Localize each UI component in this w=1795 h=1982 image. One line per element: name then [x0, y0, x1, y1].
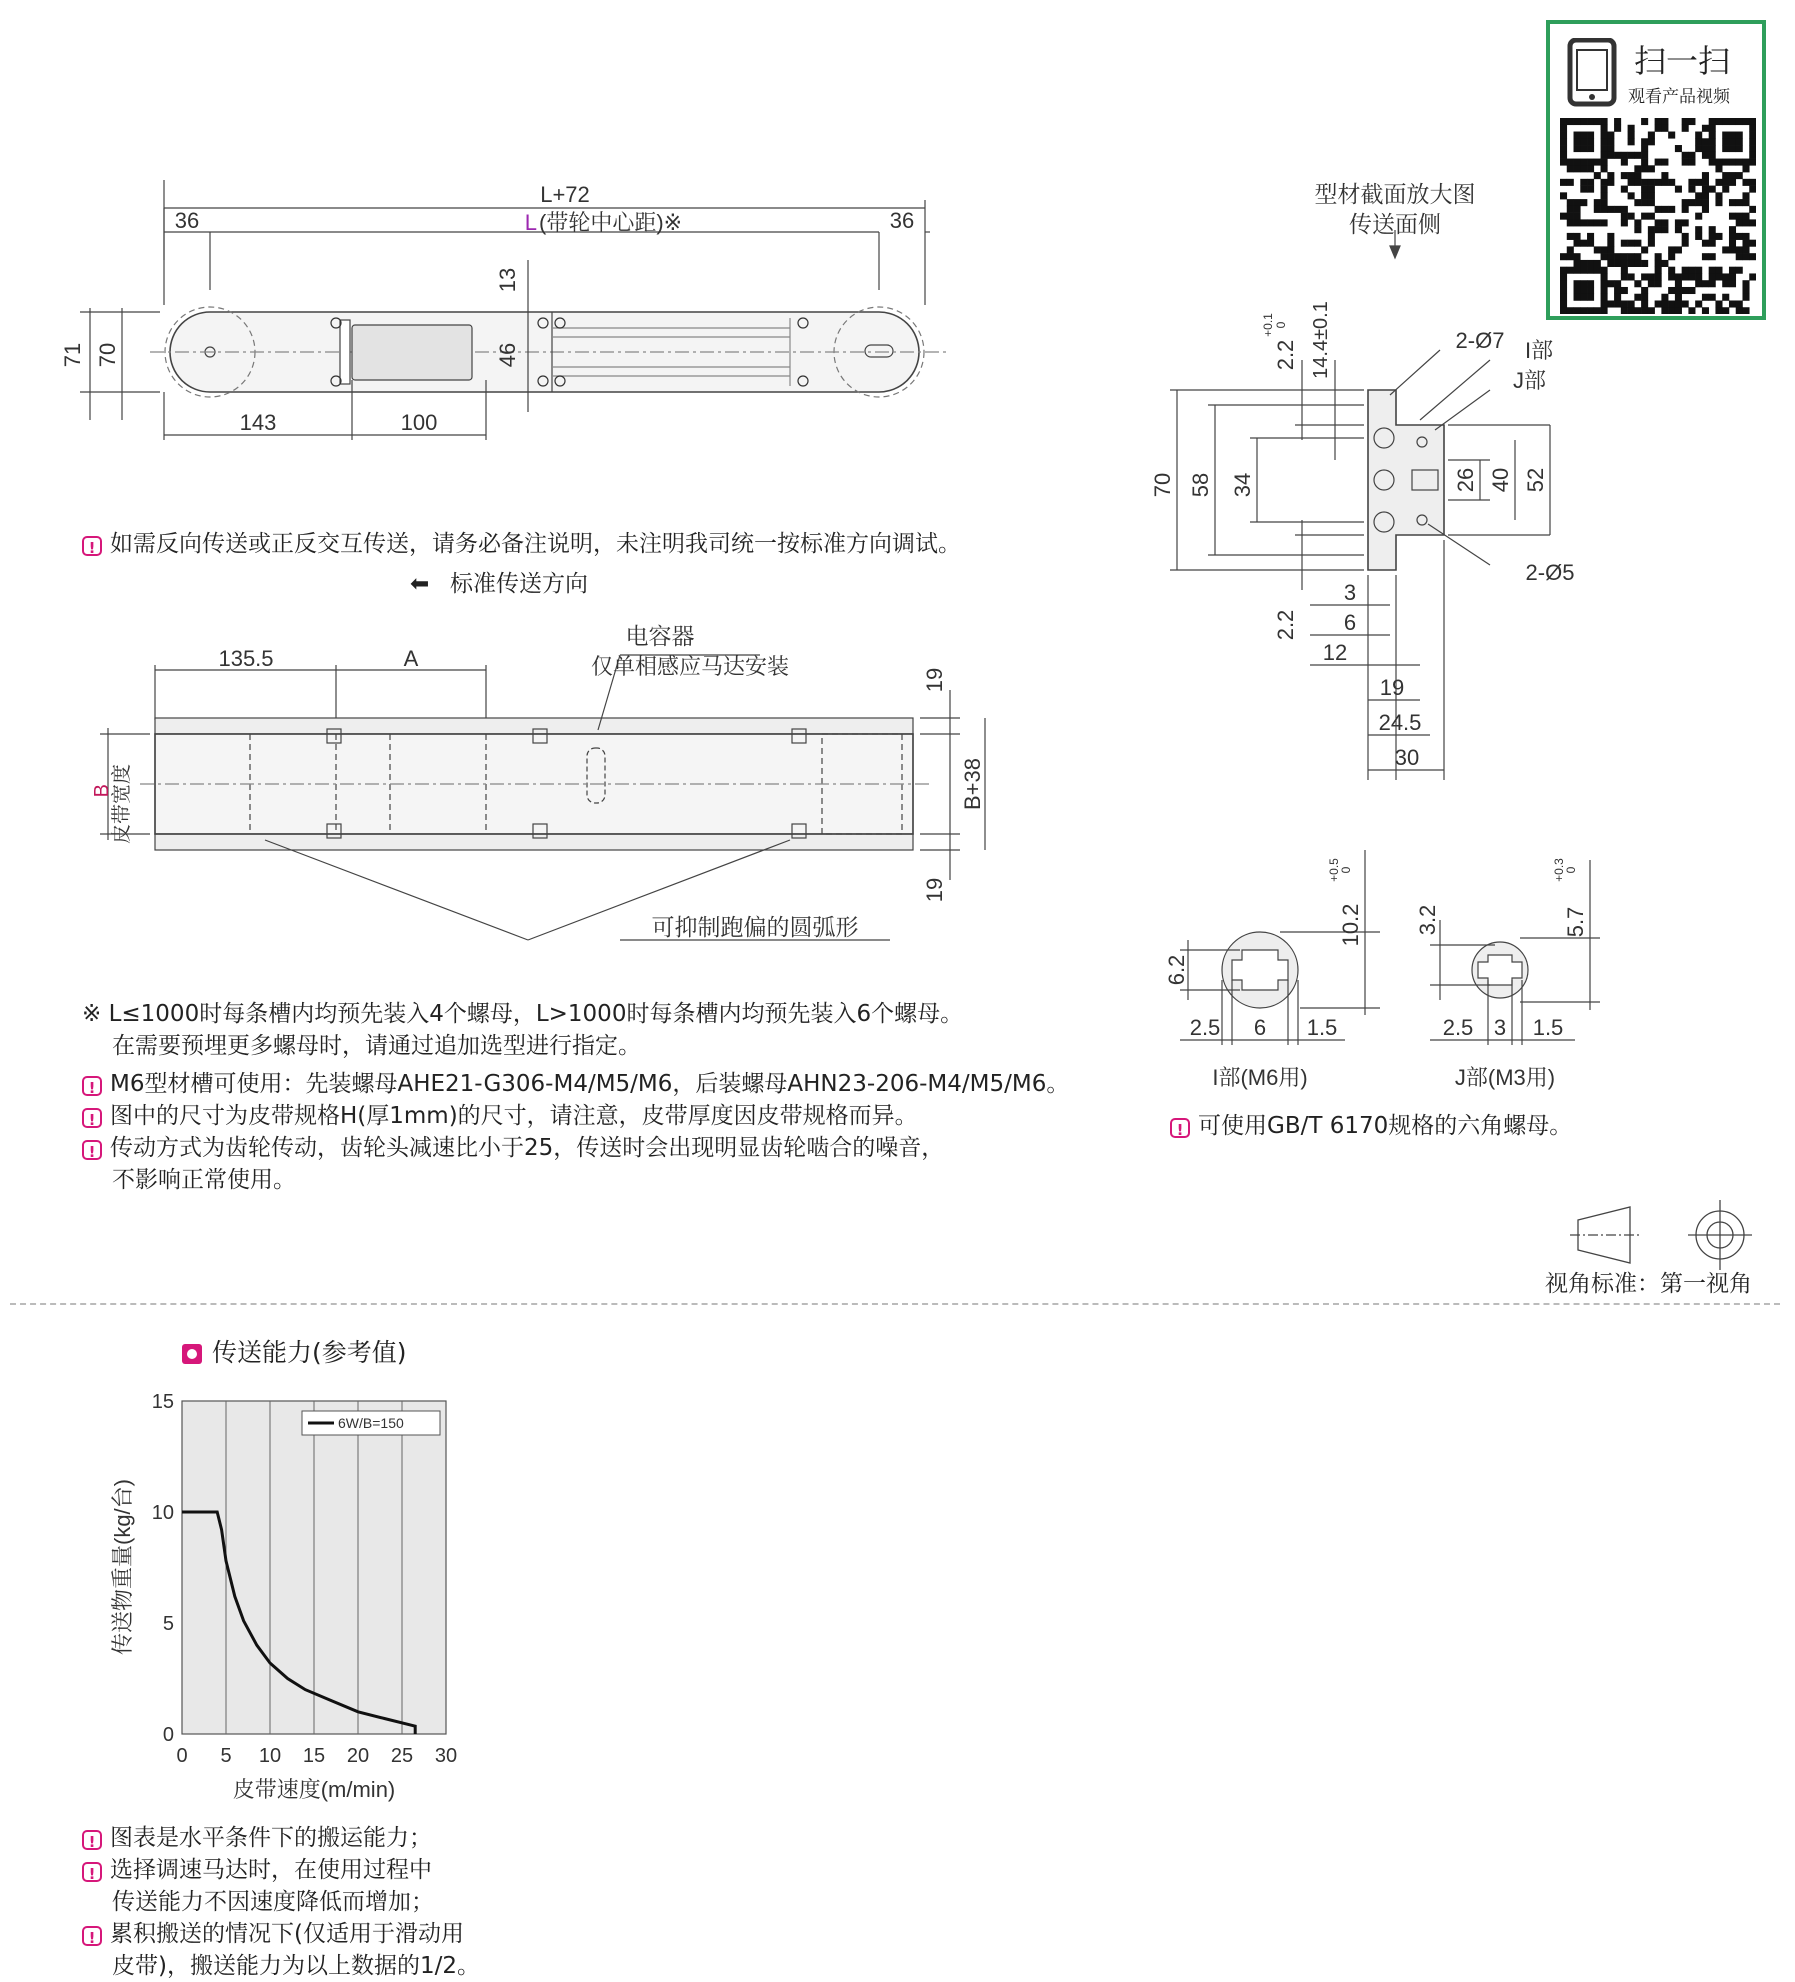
tol-22-top: 2.2	[1273, 339, 1298, 371]
projection-label: 视角标准：第一视角	[1545, 1271, 1752, 1297]
x-axis-label: 皮带速度(m/min)	[232, 1777, 396, 1802]
section-bullet-icon	[182, 1344, 202, 1364]
sec-dim-3: 3	[1343, 580, 1357, 605]
hex-note-row	[1170, 1110, 1572, 1142]
capacity-note-5: 皮带)，搬送能力为以上数据的1/2。	[112, 1953, 480, 1979]
x-tick-label: 30	[434, 1745, 458, 1767]
arrow-left-icon: ⬅	[410, 571, 430, 597]
drive-note-2: 不影响正常使用。	[112, 1167, 296, 1193]
capacity-title: 传送能力(参考值)	[212, 1338, 407, 1367]
hole-5: 2-Ø5	[1525, 560, 1575, 585]
dim-71: 71	[60, 342, 85, 368]
detail-i-label: I部(M6用)	[1212, 1065, 1308, 1090]
dim-100: 100	[400, 410, 438, 435]
j-dim-25: 2.5	[1442, 1015, 1474, 1040]
dim-135: 135.5	[218, 646, 274, 671]
nut-note-2: 在需要预埋更多螺母时，请通过追加选型进行指定。	[112, 1033, 641, 1059]
i-dim-62: 6.2	[1164, 954, 1189, 986]
i-dim-102: 10.2	[1338, 903, 1363, 947]
sec-dim-34: 34	[1230, 472, 1255, 498]
part-j: J部	[1513, 368, 1547, 393]
dim-70: 70	[95, 342, 120, 368]
part-i: I部	[1525, 338, 1554, 363]
dim-center-prefix: L	[524, 210, 537, 235]
notes-bottom	[82, 998, 1132, 1196]
sec-dim-30: 30	[1394, 745, 1420, 770]
sec-dim-70: 70	[1150, 472, 1175, 498]
warning-icon: !	[82, 1108, 102, 1128]
capacity-note-4: 累积搬送的情况下(仅适用于滑动用	[110, 1921, 464, 1947]
side-view-drawing	[80, 610, 1030, 950]
nut-note-1: ※ L≤1000时每条槽内均预先装入4个螺母，L>1000时每条槽内均预先装入6个螺母。	[82, 1001, 964, 1027]
arc-label: 可抑制跑偏的圆弧形	[651, 914, 859, 940]
warning-icon: !	[82, 1830, 102, 1850]
y-tick-label: 5	[162, 1613, 174, 1635]
dim-143: 143	[239, 410, 277, 435]
section-view-drawing	[1130, 180, 1600, 800]
dim-right-end: 36	[889, 208, 915, 233]
first-angle-projection-icon	[1570, 1195, 1770, 1275]
sec-dim-40: 40	[1488, 467, 1513, 493]
j-dim-3: 3	[1493, 1015, 1507, 1040]
dim-total: L+72	[540, 182, 590, 207]
warning-icon: !	[82, 536, 102, 556]
y-tick-label: 15	[151, 1391, 174, 1413]
capacity-title-row	[182, 1333, 407, 1369]
j-dim-32: 3.2	[1415, 904, 1440, 936]
x-tick-label: 20	[346, 1745, 370, 1767]
section-divider	[10, 1303, 1780, 1305]
warning-icon: !	[82, 1926, 102, 1946]
y-axis-label: 传送物重量(kg/台)	[110, 1478, 135, 1656]
tol-144: 14.4±0.1	[1310, 301, 1332, 379]
j-dim-15: 1.5	[1532, 1015, 1564, 1040]
hex-note: 可使用GB/T 6170规格的六角螺母。	[1198, 1113, 1573, 1139]
m6-note: M6型材槽可使用：先装螺母AHE21-G306-M4/M5/M6，后装螺母AHN23-206-M4/M5/M6。	[110, 1071, 1070, 1097]
tol-22-bottom: 2.2	[1273, 609, 1298, 641]
i-dim-15: 1.5	[1306, 1015, 1338, 1040]
dim-19-bottom: 19	[922, 877, 947, 903]
warning-icon: !	[82, 1140, 102, 1160]
detail-j-label: J部(M3用)	[1454, 1065, 1556, 1090]
capacitor-note: 仅单相感应马达安装	[590, 654, 790, 679]
hole-7: 2-Ø7	[1455, 328, 1505, 353]
size-note: 图中的尺寸为皮带规格H(厚1mm)的尺寸，请注意，皮带厚度因皮带规格而异。	[110, 1103, 918, 1129]
capacity-notes	[82, 1822, 480, 1982]
top-view-drawing	[50, 180, 950, 460]
phone-icon	[1564, 38, 1622, 108]
detail-i-drawing	[1160, 840, 1390, 1100]
chart-legend	[302, 1411, 440, 1435]
sec-dim-245: 24.5	[1378, 710, 1422, 735]
tol-22-sub: 0	[1274, 321, 1288, 329]
sec-dim-19: 19	[1379, 675, 1405, 700]
x-tick-label: 25	[390, 1745, 414, 1767]
direction-note: ! 如需反向传送或正反交互传送，请务必备注说明，未注明我司统一按标准方向调试。	[82, 528, 961, 560]
j-dim-57: 5.7	[1563, 906, 1588, 938]
j-dim-57-sup: +0.3	[1552, 858, 1566, 882]
warning-icon: !	[82, 1076, 102, 1096]
section-title-1: 型材截面放大图	[1314, 181, 1476, 207]
dim-left-end: 36	[174, 208, 200, 233]
i-dim-102-sup: +0.5	[1327, 858, 1341, 882]
dim-center: (带轮中心距)※	[539, 210, 683, 235]
detail-j-drawing	[1400, 840, 1610, 1100]
capacity-chart	[90, 1385, 490, 1815]
capacitor-title: 电容器	[625, 623, 695, 649]
dim-a: A	[403, 646, 419, 671]
legend-label: 6W/B=150	[338, 1415, 404, 1431]
dim-b38: B+38	[960, 758, 985, 810]
drive-note-1: 传动方式为齿轮传动，齿轮头减速比小于25，传送时会出现明显齿轮啮合的噪音，	[110, 1135, 945, 1161]
sec-dim-52: 52	[1523, 467, 1548, 493]
capacity-note-2: 选择调速马达时，在使用过程中	[110, 1857, 432, 1883]
y-tick-label: 10	[151, 1502, 174, 1524]
direction-row	[410, 568, 588, 600]
belt-width-label: 皮带宽度	[111, 764, 133, 844]
sec-dim-12: 12	[1322, 640, 1348, 665]
dim-46: 46	[495, 342, 520, 368]
y-tick-label: 0	[162, 1724, 174, 1746]
qr-subtitle: 观看产品视频	[1628, 87, 1730, 107]
warning-icon: !	[1170, 1118, 1190, 1138]
sec-dim-26: 26	[1453, 467, 1478, 493]
x-tick-label: 0	[176, 1745, 188, 1767]
capacity-note-1: 图表是水平条件下的搬运能力；	[110, 1825, 432, 1851]
capacity-note-3: 传送能力不因速度降低而增加；	[112, 1889, 434, 1915]
sec-dim-58: 58	[1188, 472, 1213, 498]
section-title-2: 传送面侧	[1349, 211, 1441, 237]
tol-22-sup: +0.1	[1261, 313, 1275, 337]
sec-dim-6: 6	[1343, 610, 1357, 635]
i-dim-6: 6	[1253, 1015, 1267, 1040]
belt-width-prefix: B	[91, 784, 113, 798]
i-dim-102-sub: 0	[1339, 866, 1353, 874]
dim-19-top: 19	[922, 667, 947, 693]
direction-label: 标准传送方向	[450, 571, 588, 597]
j-dim-57-sub: 0	[1564, 866, 1578, 874]
warning-icon: !	[82, 1862, 102, 1882]
i-dim-25: 2.5	[1189, 1015, 1221, 1040]
qr-title: 扫一扫	[1634, 42, 1731, 80]
x-tick-label: 10	[258, 1745, 282, 1767]
dim-13: 13	[495, 267, 520, 293]
x-tick-label: 5	[220, 1745, 232, 1767]
x-tick-label: 15	[302, 1745, 326, 1767]
